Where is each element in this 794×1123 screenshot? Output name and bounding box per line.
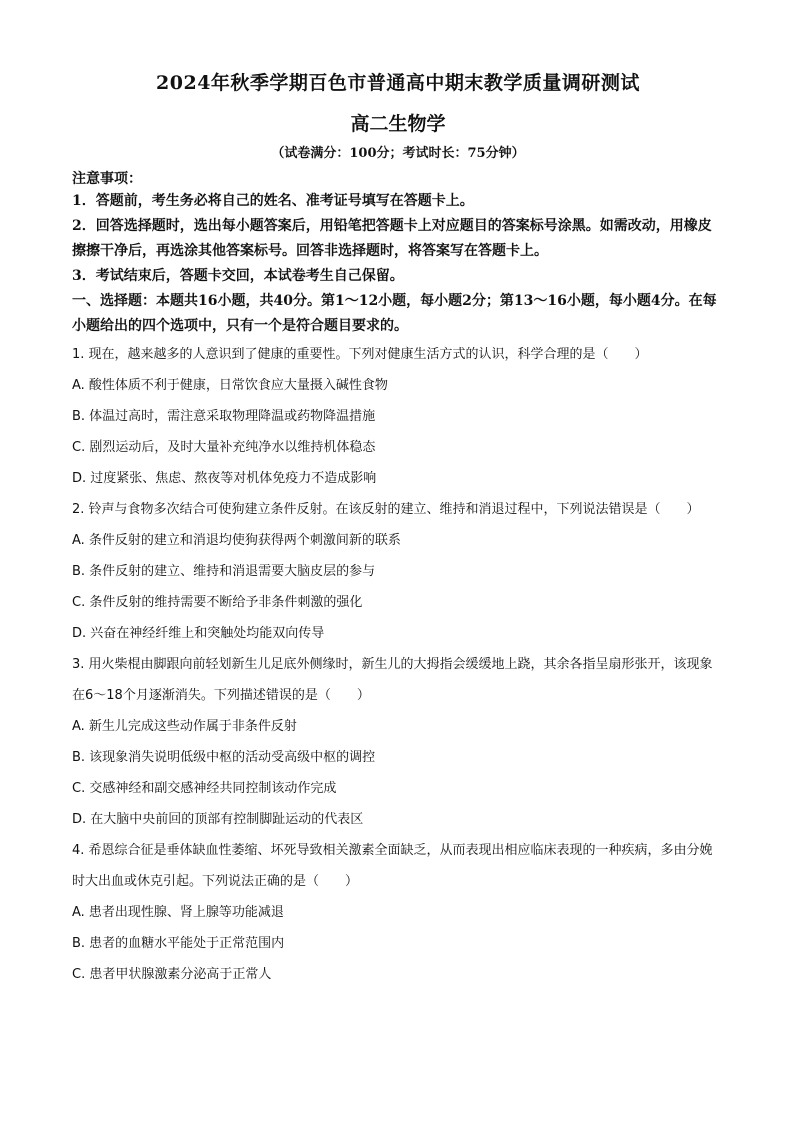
question-1 — [72, 339, 724, 494]
section-heading: 一、选择题：本题共16小题，共40分。第1～12小题，每小题2分；第13～16小题，每小题4分。在每小题给出的四个选项中，只有一个是符合题目要求的。 — [72, 293, 717, 334]
note-item: 1．答题前，考生务必将自己的姓名、准考证号填写在答题卡上。 — [72, 193, 474, 209]
question-option: B. 体温过高时，需注意采取物理降温或药物降温措施 — [72, 409, 376, 424]
question-option: D. 兴奋在神经纤维上和突触处均能双向传导 — [72, 626, 325, 641]
question-option: B. 条件反射的建立、维持和消退需要大脑皮层的参与 — [72, 564, 376, 579]
question-option: C. 条件反射的维持需要不断给予非条件刺激的强化 — [72, 595, 363, 610]
exam-title: 2024年秋季学期百色市普通高中期末教学质量调研测试 — [156, 72, 640, 94]
note-item: 2．回答选择题时，选出每小题答案后，用铅笔把答题卡上对应题目的答案标号涂黑。如需改动，用橡皮擦擦干净后，再选涂其他答案标号。回答非选择题时，将答案写在答题卡上。 — [72, 218, 712, 259]
question-option: D. 过度紧张、焦虑、熬夜等对机体免疫力不造成影响 — [72, 471, 377, 486]
question-option: C. 交感神经和副交感神经共同控制该动作完成 — [72, 781, 337, 796]
question-stem: 1. 现在，越来越多的人意识到了健康的重要性。下列对健康生活方式的认识，科学合理的是（ ） — [72, 347, 648, 362]
question-stem: 3. 用火柴棍由脚跟向前轻划新生儿足底外侧缘时，新生儿的大拇指会缓缓地上跷，其余各指呈扇形张开，该现象在6～18个月逐渐消失。下列描述错误的是（ ） — [72, 657, 713, 703]
note-item: 3．考试结束后，答题卡交回，本试卷考生自己保留。 — [72, 268, 404, 284]
question-stem: 2. 铃声与食物多次结合可使狗建立条件反射。在该反射的建立、维持和消退过程中，下列说法错误是（ ） — [72, 502, 700, 517]
question-option: B. 该现象消失说明低级中枢的活动受高级中枢的调控 — [72, 750, 376, 765]
question-option: A. 条件反射的建立和消退均使狗获得两个刺激间新的联系 — [72, 533, 401, 548]
question-option: A. 患者出现性腺、肾上腺等功能减退 — [72, 905, 284, 920]
exam-subject: 高二生物学 — [350, 113, 446, 135]
question-stem: 4. 希恩综合征是垂体缺血性萎缩、坏死导致相关激素全面缺乏，从而表现出相应临床表现的一种疾病，多由分娩时大出血或休克引起。下列说法正确的是（ ） — [72, 843, 713, 889]
question-3 — [72, 649, 724, 835]
exam-info: （试卷满分：100分；考试时长：75分钟） — [271, 146, 525, 161]
question-option: B. 患者的血糖水平能处于正常范围内 — [72, 936, 285, 951]
question-option: A. 新生儿完成这些动作属于非条件反射 — [72, 719, 297, 734]
question-option: C. 患者甲状腺激素分泌高于正常人 — [72, 967, 272, 982]
notes-heading: 注意事项： — [72, 171, 142, 187]
question-option: C. 剧烈运动后，及时大量补充纯净水以维持机体稳态 — [72, 440, 376, 455]
question-option: A. 酸性体质不利于健康，日常饮食应大量摄入碱性食物 — [72, 378, 388, 393]
question-option: D. 在大脑中央前回的顶部有控制脚趾运动的代表区 — [72, 812, 364, 827]
question-2 — [72, 494, 724, 649]
question-4 — [72, 835, 724, 990]
